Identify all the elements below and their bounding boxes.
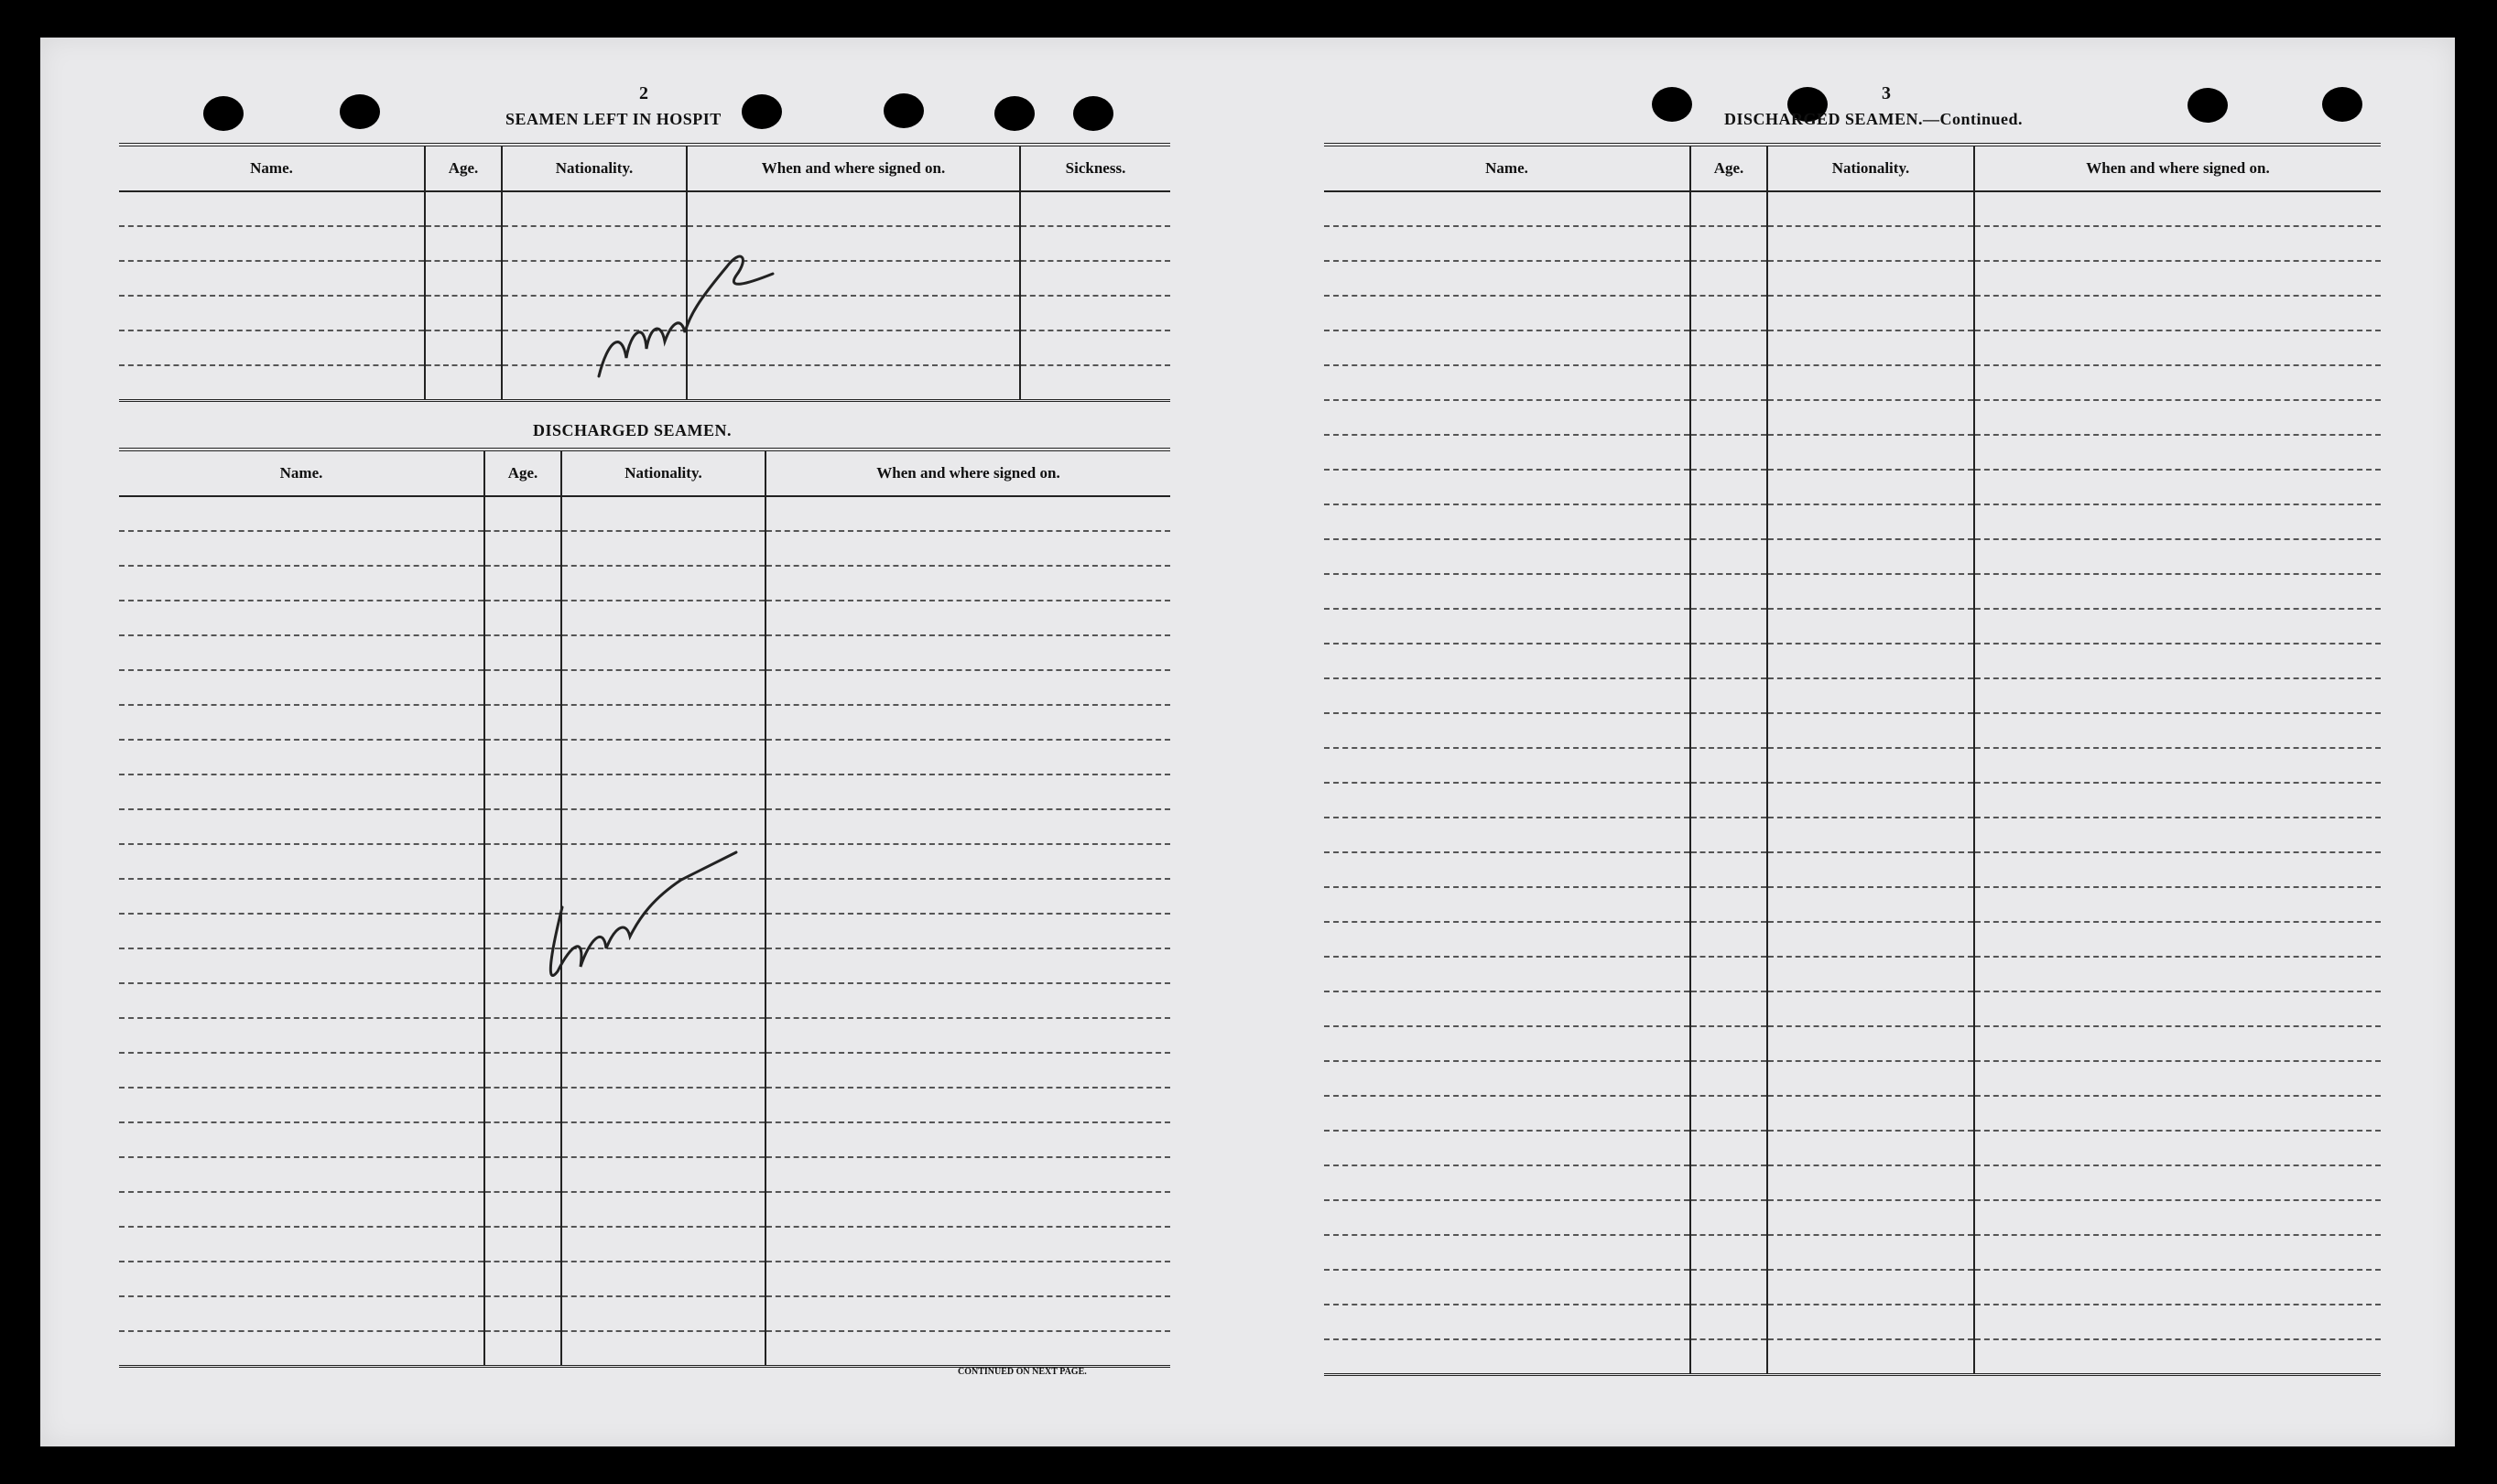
column-header-signed-on: When and where signed on.	[765, 450, 1170, 496]
column-header-age: Age.	[1690, 145, 1767, 191]
table-row	[119, 705, 1170, 740]
continued-note: CONTINUED ON NEXT PAGE.	[958, 1367, 1087, 1377]
table-header-row	[119, 145, 1170, 191]
section-title-hospital: SEAMEN LEFT IN HOSPIT	[505, 110, 722, 128]
table-row	[119, 1157, 1170, 1192]
column-header-name: Name.	[119, 145, 425, 191]
table-row	[119, 1088, 1170, 1122]
column-header-name: Name.	[1324, 145, 1690, 191]
column-header-nationality: Nationality.	[502, 145, 687, 191]
discharged-continued-table	[1324, 143, 2381, 1376]
column-header-signed-on: When and where signed on.	[687, 145, 1020, 191]
table-row	[119, 496, 1170, 531]
table-row	[1324, 1131, 2381, 1165]
column-header-name: Name.	[119, 450, 484, 496]
table-row	[1324, 922, 2381, 957]
page-number: 2	[639, 83, 648, 103]
page-number: 3	[1882, 83, 1891, 103]
table-row	[1324, 852, 2381, 887]
right-page	[1267, 38, 2455, 1446]
column-header-sickness: Sickness.	[1020, 145, 1170, 191]
table-row	[1324, 887, 2381, 922]
table-row	[1324, 470, 2381, 504]
table-row	[1324, 330, 2381, 365]
table-row	[1324, 400, 2381, 435]
handwritten-none-discharged	[535, 788, 745, 999]
table-row	[119, 566, 1170, 601]
table-row	[1324, 296, 2381, 330]
table-row	[119, 1053, 1170, 1088]
section-title-discharged-continued: DISCHARGED SEAMEN.—Continued.	[1724, 110, 2024, 128]
table-row	[1324, 1339, 2381, 1375]
table-row	[1324, 1200, 2381, 1235]
table-row	[1324, 609, 2381, 644]
table-row	[1324, 261, 2381, 296]
column-header-nationality: Nationality.	[1767, 145, 1974, 191]
table-row	[1324, 365, 2381, 400]
column-header-nationality: Nationality.	[561, 450, 765, 496]
left-page	[40, 38, 1267, 1446]
table-row	[1324, 713, 2381, 748]
table-row	[119, 1018, 1170, 1053]
table-row	[119, 531, 1170, 566]
table-row	[1324, 1061, 2381, 1096]
column-header-age: Age.	[425, 145, 502, 191]
table-row	[1324, 818, 2381, 852]
table-row	[1324, 226, 2381, 261]
document-sheet	[40, 38, 2455, 1446]
table-row	[1324, 678, 2381, 713]
table-row	[1324, 748, 2381, 783]
table-row	[1324, 1026, 2381, 1061]
table-row	[1324, 1235, 2381, 1270]
section-title-discharged: DISCHARGED SEAMEN.	[533, 421, 733, 439]
table-row	[1324, 644, 2381, 678]
table-row	[1324, 1165, 2381, 1200]
table-row	[1324, 435, 2381, 470]
table-row	[1324, 1096, 2381, 1131]
table-row	[119, 635, 1170, 670]
table-row	[119, 1331, 1170, 1367]
handwritten-none-hospital	[590, 230, 791, 385]
table-header-row	[119, 450, 1170, 496]
table-row	[119, 1227, 1170, 1262]
table-row	[1324, 957, 2381, 991]
table-row	[119, 601, 1170, 635]
table-header-row	[1324, 145, 2381, 191]
column-header-age: Age.	[484, 450, 561, 496]
table-row	[119, 191, 1170, 226]
table-row	[1324, 539, 2381, 574]
table-row	[1324, 991, 2381, 1026]
table-row	[119, 1122, 1170, 1157]
table-row	[1324, 504, 2381, 539]
table-row	[1324, 783, 2381, 818]
table-row	[1324, 1305, 2381, 1339]
column-header-signed-on: When and where signed on.	[1974, 145, 2381, 191]
table-row	[119, 670, 1170, 705]
table-row	[119, 1192, 1170, 1227]
table-row	[1324, 1270, 2381, 1305]
table-row	[1324, 574, 2381, 609]
table-row	[119, 740, 1170, 774]
table-row	[119, 1262, 1170, 1296]
table-row	[1324, 191, 2381, 226]
table-row	[119, 1296, 1170, 1331]
